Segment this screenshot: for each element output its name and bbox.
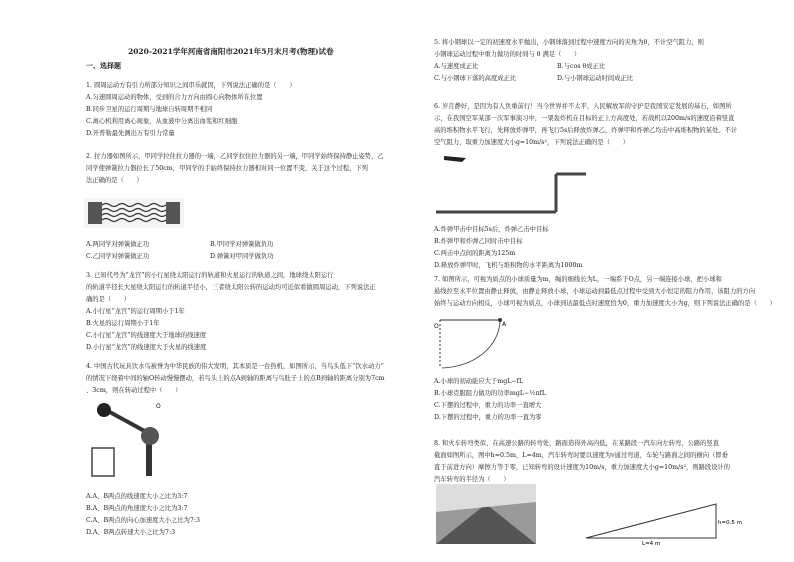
bomber-figure (436, 148, 586, 220)
exam-title: 2020-2021学年河南省南阳市2021年5月末月考(物理)试卷 (128, 47, 334, 56)
q2-option: D.弹簧对甲同学做负功 (210, 253, 274, 260)
q3-option: D.小行星“龙宫”的线速度大于火星的线速度 (86, 344, 207, 351)
q5-line: 5. 将小钢球以一定的初速度水平抛出，小钢球落到过程中速度方向的夹角为θ，不计空气阻力，则 (434, 39, 704, 46)
q6-option: B.炸弹甲和炸弹乙同时击中目标 (434, 238, 523, 245)
road-cross-section (582, 498, 742, 547)
q5-option: A.与速度成正比 (434, 63, 479, 70)
length-label: L=4 m (642, 541, 661, 547)
q6-line: 示，在我国空军某部一次军事演习中，一架轰炸机在目标的正上方高度处，若战机以200m/s的速度沿着竖直 (434, 115, 735, 122)
drinking-bird-figure (86, 398, 170, 478)
q1-option: B.同步卫星的运行周期与地球自转周期不相同 (86, 106, 213, 113)
q6-line: 空气阻力，取重力加速度大小g=10m/s²，下列说法正确的是（ ） (434, 139, 629, 146)
q7-option: A.小球的初动能应大于mgL−fL (434, 378, 524, 385)
q8-line: 汽车转弯的半径为（ ） (434, 476, 510, 483)
q3-line: 3. 已知代号为“龙宫”的小行星绕太阳运行的轨道和火星运行的轨道之间，地球绕太阳运行 (86, 272, 334, 279)
q7-option: B.小球克服阻力做功的功率mgL−½πfL (434, 390, 547, 397)
q7-option: D.下摆的过程中，重力的功率一直为零 (434, 414, 542, 421)
q4-option: B.A、B两点的角速度大小之比为3:7 (86, 505, 188, 512)
q8-line: 截面如图所示，图中h=0.5m，L=4m，汽车转弯时要以速度为v通过弯道，车轮与路面之间的横向（即垂 (434, 452, 728, 459)
q1-option: A.匀速圆周运动的物体，受到的合力方向由圆心向物体所在位置 (86, 94, 263, 101)
q4-line: 4. 中国古代玩具饮水鸟被誉为中华民族的伟大发明，其本质是一台热机，如图所示，当鸟头低下“饮水动力” (86, 363, 384, 370)
q6-line: 高的堆积物水平飞行，先释放炸弹甲，再飞行5s后释放炸弹乙，炸弹甲和炸弹乙均击中高堆积物的某处。不计 (434, 127, 738, 134)
q2-option: B.甲同学对弹簧做负功 (210, 241, 274, 248)
q4-line: 、3cm，则在转动过程中（ ） (86, 387, 182, 394)
q7-line: 始终与运动方向相反，小球可视为质点，小球到达最低点时速度恰为0，重力加速度大小为g，则下列说法正确的是（ ） (434, 300, 776, 307)
q2-option: C.乙同学对弹簧做正功 (86, 253, 150, 260)
q7-line: 悬线拉至水平位置由静止释放，由静止释放小球，小球运动到最低点过程中受到大小恒定的阻力作用，该阻力的方向 (434, 288, 756, 295)
q6-option: D.释放炸弹甲时，飞机与堆积物的水平距离为1000m (434, 262, 583, 269)
q7-option: C.下摆的过程中，重力的功率一直增大 (434, 402, 542, 409)
q6-option: C.两击中点间的距离为125m (434, 250, 516, 257)
q8-line: 8. 和火车转弯类似，在高速公路的转弯处，路面造得外高内低，在某路段一汽车向左转弯，公路的竖直 (434, 440, 720, 447)
q7-line: 7. 如图所示，可视为质点的小球质量为m，绳的细线长为L，一端系于O点，另一端连接小球，把小球和 (434, 276, 722, 283)
q3-option: B.火星的运行周期小于1年 (86, 320, 160, 327)
q4-option: A.A、B两点的线速度大小之比为3:7 (86, 493, 188, 500)
q2-option: A.两同学对弹簧做正功 (86, 241, 150, 248)
pivot-label: O (434, 323, 439, 330)
height-label: h=0.5 m (718, 520, 742, 526)
q1-option: C.离心机利用离心现象，从血液中分离出血浆和红细胞 (86, 118, 238, 125)
q5-option: C.与小钢球下落的高度成正比 (434, 75, 517, 82)
q3-line: 的轨道半径长大星绕太阳运行的轨道半径小，三者绕太阳公转的运动均可近似看做圆周运动，下列说法正 (86, 284, 376, 291)
q8-line: 直于前进方向）摩擦力等于零，已知转弯的设计速度为10m/s，重力加速度大小g=10m/s²，则路段设计的 (434, 464, 731, 471)
q3-line: 确的是（ ） (86, 296, 131, 303)
q1-option: D.开普勒最先测出万有引力常量 (86, 130, 175, 137)
q6-option: A.炸弹甲击中目标5s后，炸弹乙击中目标 (434, 226, 549, 233)
section-heading: 一、选择题 (86, 61, 121, 70)
q5-line: 小钢球运动过程中重力做功的时间与 θ 满足（ ） (434, 51, 581, 58)
road-photo (436, 484, 536, 544)
q3-option: C.小行星“龙宫”的线速度大于地球的线速度 (86, 332, 207, 339)
q2-line: 同学使弹簧拉力器拉长了50cm，甲同学的手始终保持拉力器相对同一位置不变，关于这个过程，下列 (86, 165, 368, 172)
left-column (84, 28, 384, 548)
q5-option: D.与小钢球运动时间成正比 (557, 75, 634, 82)
q1-line: 1. 圆周运动方有引力所部分知识之间串乐就因，下列说法正确的是（ ） (86, 82, 296, 89)
ball-label: A (502, 321, 507, 328)
q2-line: 法正确的是（ ） (86, 177, 143, 184)
q5-option: B.与cos θ成正比 (557, 63, 606, 70)
right-column (432, 28, 777, 548)
q3-option: A.小行星“龙宫”的运行周期小于1年 (86, 308, 185, 315)
q4-line: 的情况下绕着中间的轴O转动慢慢摆动，若鸟头上的点A到轴的距离与鸟肚子上的点B到轴的距离分别为7cm (86, 375, 385, 382)
q4-option: C.A、B两点的向心加速度大小之比为7:3 (86, 517, 201, 524)
q6-line: 6. 岁月静好，是因为有人负重前行！当今世界并不太平，人民解放军的守护是我国安定发展的基石，如图所 (434, 103, 732, 110)
pendulum-figure (434, 316, 514, 372)
chest-expander-figure (84, 188, 184, 234)
q4-option: D.A、B两点转速大小之比为7:3 (86, 529, 176, 536)
q2-line: 2. 拉力器如图所示，甲同学拉住拉力器的一端，乙同学拉住拉力器的另一端，甲同学始终保持静止姿势，乙 (86, 153, 384, 160)
axis-label: O (156, 403, 161, 410)
